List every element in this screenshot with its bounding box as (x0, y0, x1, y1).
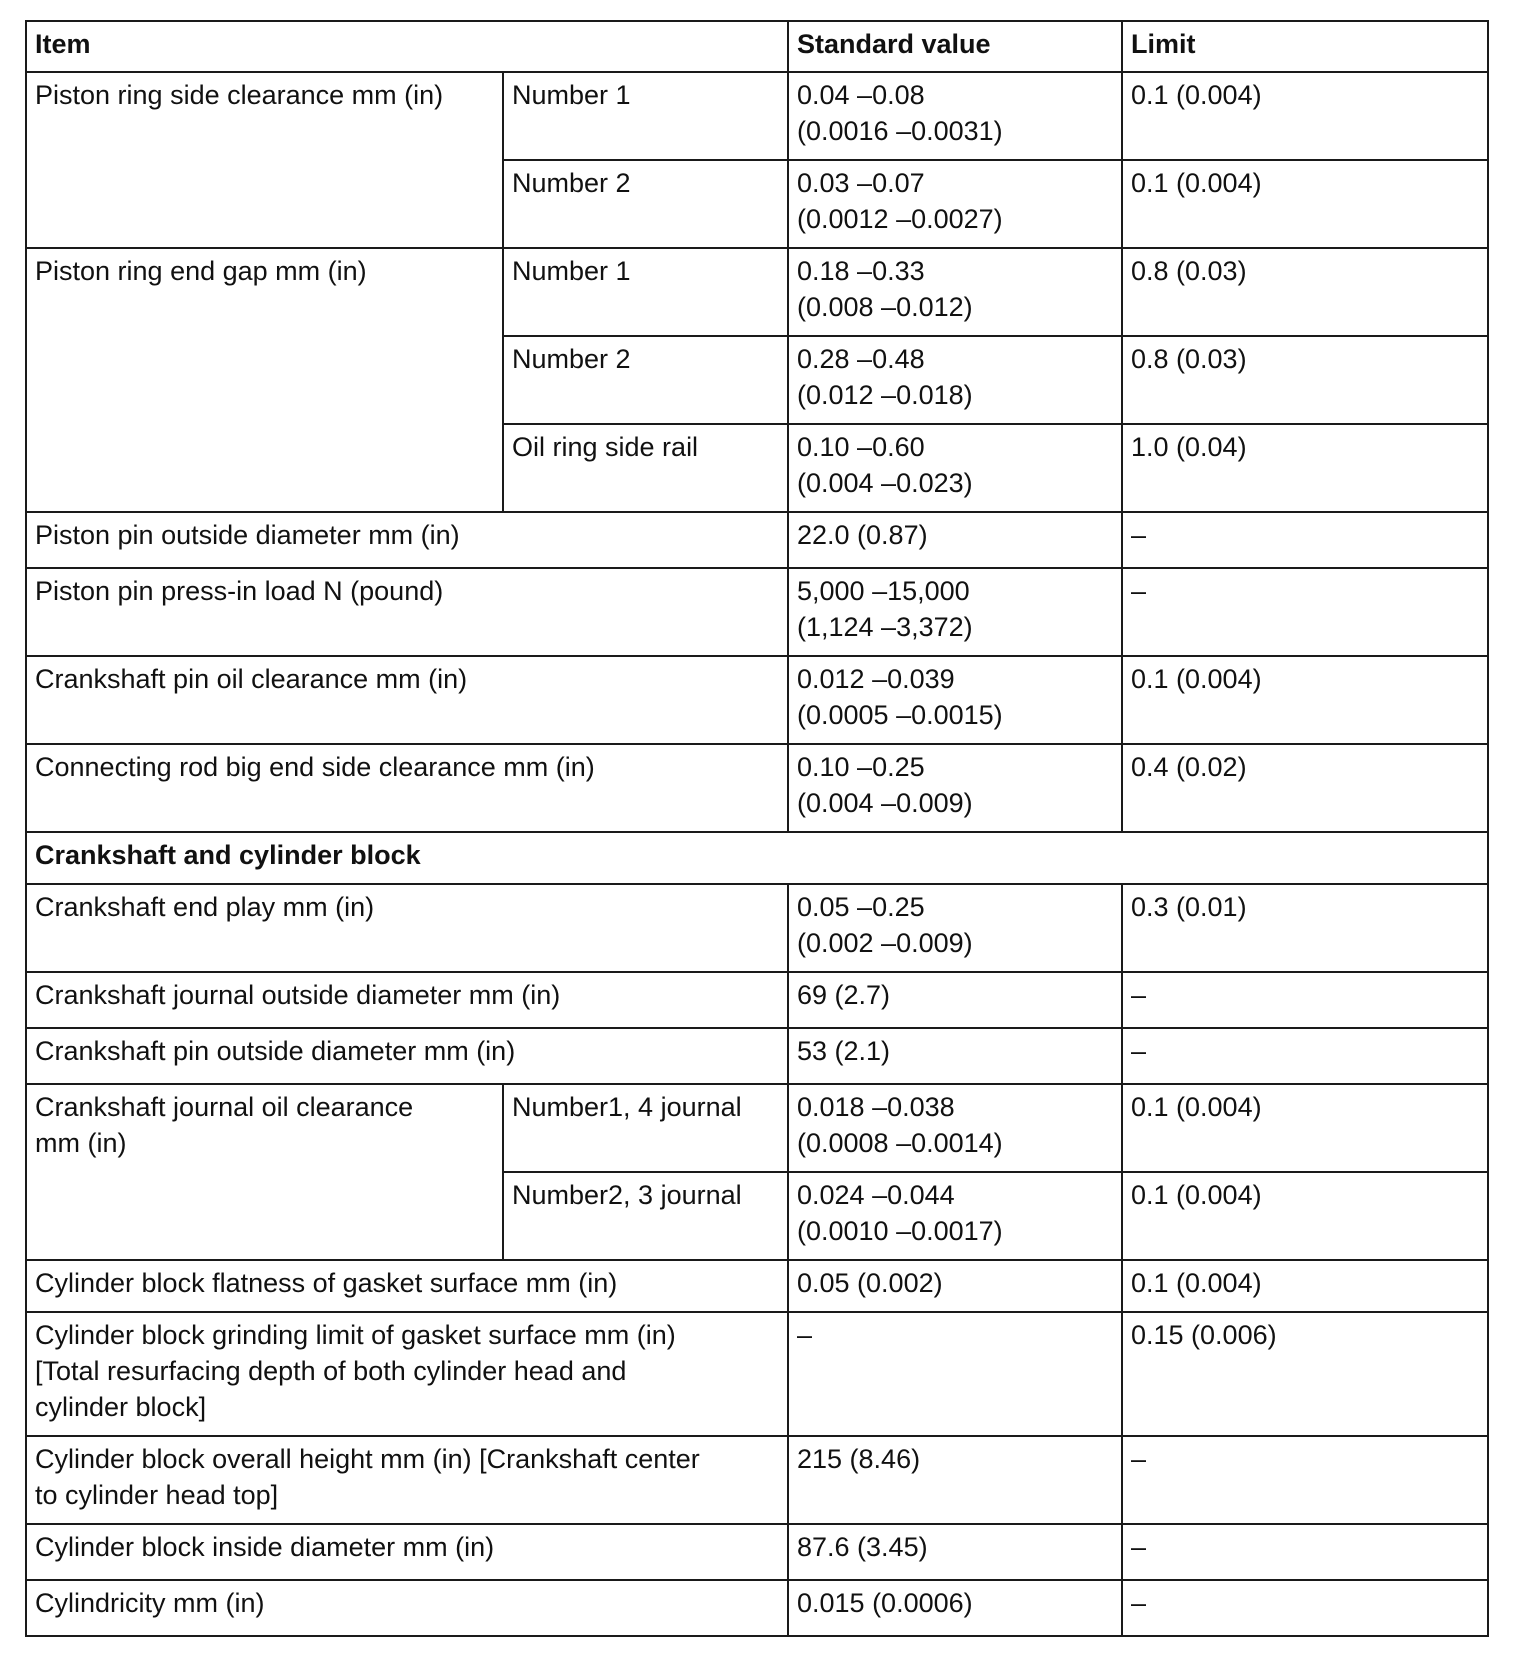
item-cell: Cylinder block overall height mm (in) [Crankshaft center to cylinder head top] (26, 1436, 788, 1524)
limit-cell: 0.4 (0.02) (1122, 744, 1488, 832)
item-cell: Piston ring side clearance mm (in) (26, 72, 503, 248)
limit-cell: 0.1 (0.004) (1122, 1172, 1488, 1260)
item-cell: Connecting rod big end side clearance mm (in) (26, 744, 788, 832)
header-row (26, 21, 1488, 72)
standard-value-cell: 215 (8.46) (788, 1436, 1122, 1524)
header-limit: Limit (1122, 21, 1488, 72)
limit-cell: 1.0 (0.04) (1122, 424, 1488, 512)
limit-cell: – (1122, 1436, 1488, 1524)
standard-value-cell: 0.18 –0.33 (0.008 –0.012) (788, 248, 1122, 336)
item-cell: Crankshaft journal oil clearance mm (in) (26, 1084, 503, 1260)
limit-cell: 0.1 (0.004) (1122, 1260, 1488, 1312)
table-row (26, 972, 1488, 1028)
standard-value-cell: 0.03 –0.07 (0.0012 –0.0027) (788, 160, 1122, 248)
sub-item-cell: Number 2 (503, 336, 788, 424)
table-row (26, 1312, 1488, 1436)
limit-cell: 0.15 (0.006) (1122, 1312, 1488, 1436)
limit-cell: – (1122, 1580, 1488, 1636)
header-item: Item (26, 21, 788, 72)
standard-value-cell: 0.012 –0.039 (0.0005 –0.0015) (788, 656, 1122, 744)
limit-cell: – (1122, 972, 1488, 1028)
table-row (26, 884, 1488, 972)
item-cell: Cylinder block grinding limit of gasket surface mm (in) [Total resurfacing depth of both cylinder head and cylinder block] (26, 1312, 788, 1436)
table-row (26, 1084, 1488, 1172)
item-cell: Piston pin press-in load N (pound) (26, 568, 788, 656)
standard-value-cell: 0.018 –0.038 (0.0008 –0.0014) (788, 1084, 1122, 1172)
limit-cell: 0.1 (0.004) (1122, 72, 1488, 160)
limit-cell: 0.8 (0.03) (1122, 336, 1488, 424)
limit-cell: 0.1 (0.004) (1122, 1084, 1488, 1172)
sub-item-cell: Number2, 3 journal (503, 1172, 788, 1260)
table-row (26, 1436, 1488, 1524)
item-cell: Crankshaft end play mm (in) (26, 884, 788, 972)
sub-item-cell: Oil ring side rail (503, 424, 788, 512)
table-row (26, 1028, 1488, 1084)
section-header-row (26, 832, 1488, 884)
table-row (26, 1580, 1488, 1636)
item-cell: Crankshaft journal outside diameter mm (in) (26, 972, 788, 1028)
limit-cell: 0.1 (0.004) (1122, 656, 1488, 744)
item-cell: Piston ring end gap mm (in) (26, 248, 503, 512)
standard-value-cell: 87.6 (3.45) (788, 1524, 1122, 1580)
standard-value-cell: 0.28 –0.48 (0.012 –0.018) (788, 336, 1122, 424)
section-title: Crankshaft and cylinder block (26, 832, 1488, 884)
item-cell: Crankshaft pin oil clearance mm (in) (26, 656, 788, 744)
item-cell: Piston pin outside diameter mm (in) (26, 512, 788, 568)
limit-cell: 0.1 (0.004) (1122, 160, 1488, 248)
standard-value-cell: 53 (2.1) (788, 1028, 1122, 1084)
standard-value-cell: 22.0 (0.87) (788, 512, 1122, 568)
standard-value-cell: 0.04 –0.08 (0.0016 –0.0031) (788, 72, 1122, 160)
standard-value-cell: – (788, 1312, 1122, 1436)
sub-item-cell: Number 1 (503, 248, 788, 336)
standard-value-cell: 69 (2.7) (788, 972, 1122, 1028)
table-row (26, 1260, 1488, 1312)
standard-value-cell: 0.10 –0.25 (0.004 –0.009) (788, 744, 1122, 832)
item-cell: Cylinder block flatness of gasket surface mm (in) (26, 1260, 788, 1312)
table-row (26, 656, 1488, 744)
limit-cell: – (1122, 1028, 1488, 1084)
table-row (26, 248, 1488, 336)
standard-value-cell: 5,000 –15,000 (1,124 –3,372) (788, 568, 1122, 656)
item-cell: Cylinder block inside diameter mm (in) (26, 1524, 788, 1580)
standard-value-cell: 0.015 (0.0006) (788, 1580, 1122, 1636)
limit-cell: 0.3 (0.01) (1122, 884, 1488, 972)
standard-value-cell: 0.05 –0.25 (0.002 –0.009) (788, 884, 1122, 972)
standard-value-cell: 0.05 (0.002) (788, 1260, 1122, 1312)
sub-item-cell: Number1, 4 journal (503, 1084, 788, 1172)
header-standard-value: Standard value (788, 21, 1122, 72)
table-row (26, 744, 1488, 832)
table-row (26, 568, 1488, 656)
standard-value-cell: 0.024 –0.044 (0.0010 –0.0017) (788, 1172, 1122, 1260)
sub-item-cell: Number 2 (503, 160, 788, 248)
limit-cell: – (1122, 1524, 1488, 1580)
limit-cell: – (1122, 512, 1488, 568)
item-cell: Crankshaft pin outside diameter mm (in) (26, 1028, 788, 1084)
limit-cell: – (1122, 568, 1488, 656)
spec-table (25, 20, 1489, 1637)
table-row (26, 512, 1488, 568)
table-row (26, 72, 1488, 160)
table-row (26, 1524, 1488, 1580)
sub-item-cell: Number 1 (503, 72, 788, 160)
item-cell: Cylindricity mm (in) (26, 1580, 788, 1636)
standard-value-cell: 0.10 –0.60 (0.004 –0.023) (788, 424, 1122, 512)
limit-cell: 0.8 (0.03) (1122, 248, 1488, 336)
